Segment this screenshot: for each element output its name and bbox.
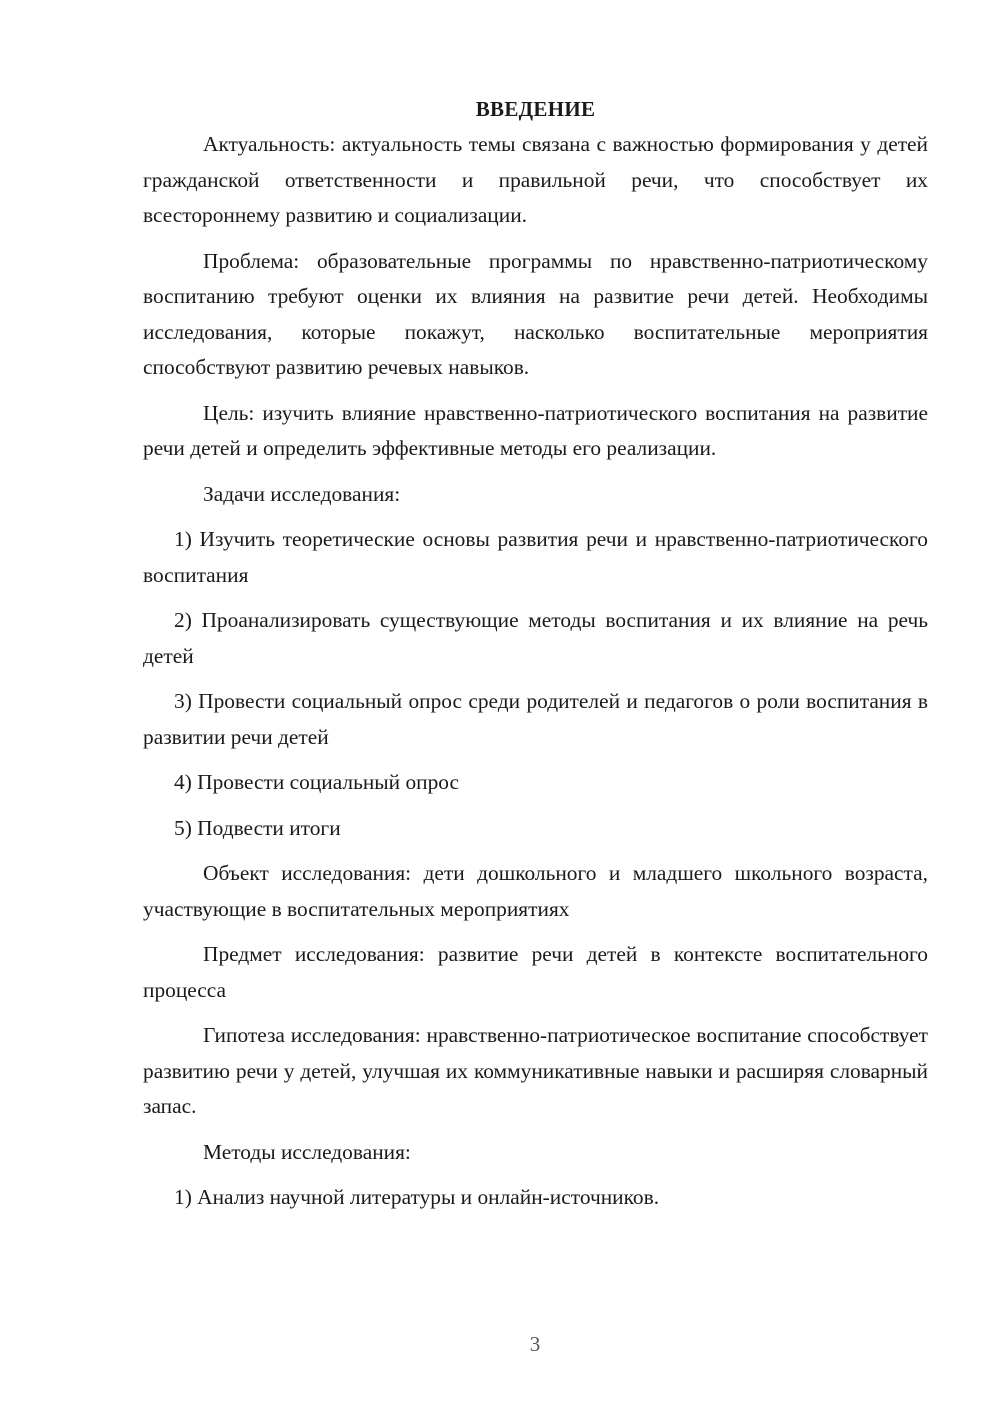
list-item-task-3: 3) Провести социальный опрос среди родителей и педагогов о роли воспитания в развитии речи детей <box>143 689 928 749</box>
list-item-task-4: 4) Провести социальный опрос <box>174 770 460 794</box>
paragraph-problem: Проблема: образовательные программы по нравственно-патриотическому воспитанию требуют оценки их влияния на развитие речи детей. Необходимы исследования, которые покажут, насколько воспитательные мероприятия способствуют развитию речевых навыков. <box>143 248 928 379</box>
list-item-task-2: 2) Проанализировать существующие методы воспитания и их влияние на речь детей <box>143 608 928 668</box>
paragraph-methods-heading: Методы исследования: <box>203 1139 411 1164</box>
list-item-task-1: 1) Изучить теоретические основы развития речи и нравственно-патриотического воспитания <box>143 527 928 587</box>
document-page <box>143 92 928 1226</box>
paragraph-tasks-heading: Задачи исследования: <box>203 481 401 506</box>
paragraph-subject: Предмет исследования: развитие речи детей в контексте воспитательного процесса <box>143 942 928 1002</box>
paragraph-object: Объект исследования: дети дошкольного и младшего школьного возраста, участвующие в воспитательных мероприятиях <box>143 861 928 921</box>
paragraph-goal: Цель: изучить влияние нравственно-патриотического воспитания на развитие речи детей и определить эффективные методы его реализации. <box>143 400 928 460</box>
paragraph-relevance: Актуальность: актуальность темы связана с важностью формирования у детей гражданской ответственности и правильной речи, что способствует их всестороннему развитию и социализации. <box>143 132 928 227</box>
list-item-task-5: 5) Подвести итоги <box>174 815 341 840</box>
paragraph-hypothesis: Гипотеза исследования: нравственно-патриотическое воспитание способствует развитию речи у детей, улучшая их коммуникативные навыки и расширяя словарный запас. <box>143 1023 928 1118</box>
page-number: 3 <box>529 1332 541 1356</box>
document-title: ВВЕДЕНИЕ <box>475 97 596 121</box>
list-item-method-1: 1) Анализ научной литературы и онлайн-источников. <box>174 1185 660 1209</box>
